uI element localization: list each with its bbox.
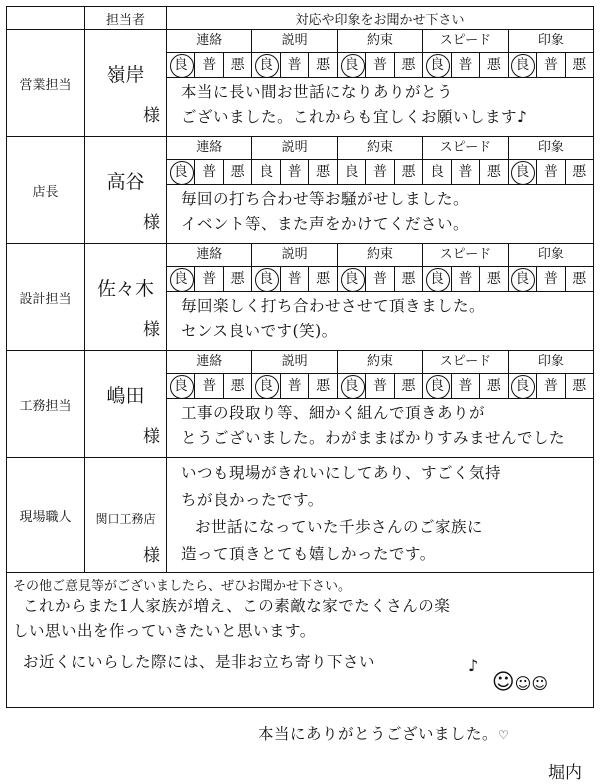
row-name: 嶺岸 <box>106 64 145 86</box>
grade-option: 良 <box>338 53 366 77</box>
table-row <box>7 137 594 244</box>
grade-option: 普 <box>195 160 223 184</box>
grade-option: 悪 <box>480 374 508 398</box>
table-row <box>7 244 594 351</box>
grade-option: 悪 <box>224 374 252 398</box>
category-label: 説明 <box>252 244 337 266</box>
comment <box>167 458 593 572</box>
category-label: 連絡 <box>167 351 252 373</box>
grade-option: 良 <box>167 160 195 184</box>
grade-option: 普 <box>537 267 565 291</box>
category-label: 連絡 <box>167 30 252 52</box>
grade-option: 悪 <box>572 271 587 287</box>
grade-option: 悪 <box>224 53 252 77</box>
survey-table <box>6 6 594 708</box>
grade-option: 普 <box>281 374 309 398</box>
signature: 堀内 <box>548 763 582 783</box>
grade-option: 悪 <box>395 374 423 398</box>
grade-option: 悪 <box>224 160 252 184</box>
grade-option: 普 <box>366 160 394 184</box>
grade-option: 悪 <box>480 267 508 291</box>
grade-option: 悪 <box>309 160 337 184</box>
grade-option: 普 <box>537 160 565 184</box>
row-role: 店長 <box>7 137 85 244</box>
grade-option: 普 <box>452 267 480 291</box>
grade-option: 普 <box>452 53 480 77</box>
table-row <box>7 458 594 573</box>
grade-option: 悪 <box>395 53 423 77</box>
row-name-cell <box>85 244 167 351</box>
grade-option: 普 <box>366 374 394 398</box>
evaluation-cell <box>167 30 594 137</box>
heart-icon: ♡ <box>498 728 510 742</box>
grade-option: 良 <box>338 160 366 184</box>
comment <box>167 78 593 136</box>
grade-option: 良 <box>423 160 451 184</box>
grade-row <box>167 374 593 399</box>
grade-option: 良 <box>423 267 451 291</box>
evaluation-cell <box>167 137 594 244</box>
thanks-text: 本当にありがとうございました。 <box>258 725 499 743</box>
row-name-cell <box>85 30 167 137</box>
comment-line: 毎回楽しく打ち合わせさせて頂きました。 <box>181 297 486 315</box>
grade-option: 普 <box>195 374 223 398</box>
other-line: しい思い出を作っていきたいと思います。 <box>13 622 316 640</box>
other-line: これからまた1人家族が増え、この素敵な家でたくさんの楽 <box>23 597 451 615</box>
comment-line: いつも現場がきれいにしてあり、すごく気持 <box>181 464 502 482</box>
row-name-cell <box>85 137 167 244</box>
survey-sheet <box>6 6 594 708</box>
grade-row <box>167 267 593 292</box>
other-title: その他ご意見等がございましたら、ぜひお聞かせ下さい。 <box>13 579 352 594</box>
grade-option: 良 <box>167 53 195 77</box>
grade-option: 普 <box>366 53 394 77</box>
comment-line: センス良いです(笑)。 <box>181 322 338 340</box>
grade-option: 良 <box>252 374 280 398</box>
category-row <box>167 244 593 267</box>
grade-option: 悪 <box>572 378 587 394</box>
grade-option: 良 <box>509 53 537 77</box>
category-label: 印象 <box>537 354 564 369</box>
grade-option: 良 <box>338 267 366 291</box>
evaluation-cell <box>167 244 594 351</box>
grade-option: 良 <box>423 374 451 398</box>
header-person: 担当者 <box>85 7 167 30</box>
comment-line: ございました。これからも宜しくお願いします♪ <box>181 108 528 126</box>
comment-line: 毎回の打ち合わせ等お騒がせしました。 <box>181 190 470 208</box>
table-row <box>7 30 594 137</box>
grade-option: 良 <box>509 160 537 184</box>
honorific: 様 <box>143 427 160 447</box>
evaluation-cell <box>167 458 594 573</box>
category-label: 印象 <box>537 247 564 262</box>
comment-line: ちが良かったです。 <box>181 491 324 509</box>
category-label: スピード <box>423 351 508 373</box>
row-role: 工務担当 <box>7 351 85 458</box>
category-label: 説明 <box>252 351 337 373</box>
comment-line: イベント等、また声をかけてください。 <box>181 215 470 233</box>
thanks-message <box>258 722 509 744</box>
row-role: 設計担当 <box>7 244 85 351</box>
grade-option: 良 <box>167 267 195 291</box>
grade-option: 良 <box>338 374 366 398</box>
category-label: スピード <box>423 244 508 266</box>
grade-option: 良 <box>252 267 280 291</box>
category-row <box>167 137 593 160</box>
category-label: 約束 <box>338 30 423 52</box>
header-blank <box>7 7 85 30</box>
grade-option: 普 <box>452 160 480 184</box>
grade-option: 良 <box>167 374 195 398</box>
grade-option: 悪 <box>224 267 252 291</box>
grade-option: 普 <box>281 267 309 291</box>
comment-line: お世話になっていた千歩さんのご家族に <box>195 518 484 536</box>
grade-option: 普 <box>195 267 223 291</box>
category-label: 連絡 <box>167 137 252 159</box>
category-label: 説明 <box>252 30 337 52</box>
category-label: 印象 <box>537 140 564 155</box>
comment-line: 本当に長い間お世話になりありがとう <box>181 83 454 101</box>
header-request: 対応や印象をお聞かせ下さい <box>167 7 594 30</box>
grade-option: 良 <box>509 267 537 291</box>
grade-option: 良 <box>509 374 537 398</box>
category-label: 約束 <box>338 137 423 159</box>
smiley-faces-icon: ☺☺☺ <box>491 670 548 695</box>
grade-row <box>167 160 593 185</box>
row-name: 佐々木 <box>96 278 154 300</box>
row-role: 営業担当 <box>7 30 85 137</box>
honorific: 様 <box>143 213 160 233</box>
grade-option: 普 <box>537 374 565 398</box>
category-row <box>167 30 593 53</box>
grade-option: 悪 <box>572 57 587 73</box>
comment-line: 工事の段取り等、細かく組んで頂きありが <box>181 404 486 422</box>
category-label: スピード <box>423 137 508 159</box>
row-name-cell <box>85 458 167 573</box>
grade-option: 普 <box>366 267 394 291</box>
grade-option: 普 <box>537 53 565 77</box>
grade-option: 悪 <box>395 267 423 291</box>
grade-option: 悪 <box>395 160 423 184</box>
grade-option: 普 <box>195 53 223 77</box>
category-label: 印象 <box>537 33 564 48</box>
honorific: 様 <box>143 106 160 126</box>
comment <box>167 292 593 350</box>
music-note-icon: ♪ <box>468 656 479 675</box>
category-label: 約束 <box>338 244 423 266</box>
row-role: 現場職人 <box>7 458 85 573</box>
grade-option: 普 <box>452 374 480 398</box>
grade-option: 悪 <box>480 160 508 184</box>
row-name: 関口工務店 <box>95 512 156 526</box>
category-label: 約束 <box>338 351 423 373</box>
category-label: スピード <box>423 30 508 52</box>
table-row <box>7 351 594 458</box>
grade-option: 良 <box>252 53 280 77</box>
grade-option: 悪 <box>309 267 337 291</box>
grade-option: 悪 <box>309 374 337 398</box>
grade-option: 普 <box>281 160 309 184</box>
grade-option: 良 <box>252 160 280 184</box>
comment <box>167 399 593 457</box>
grade-option: 悪 <box>572 164 587 180</box>
comment-line: とうございました。わがままばかりすみませんでした <box>181 429 566 447</box>
grade-option: 悪 <box>480 53 508 77</box>
grade-option: 普 <box>281 53 309 77</box>
category-label: 連絡 <box>167 244 252 266</box>
comment <box>167 185 593 243</box>
category-row <box>167 351 593 374</box>
row-name: 高谷 <box>106 171 145 193</box>
grade-row <box>167 53 593 78</box>
grade-option: 良 <box>423 53 451 77</box>
honorific: 様 <box>143 320 160 340</box>
row-name: 嶋田 <box>106 385 145 407</box>
grade-option: 悪 <box>309 53 337 77</box>
honorific: 様 <box>143 546 160 566</box>
comment-line: 造って頂きとても嬉しかったです。 <box>181 545 436 563</box>
row-name-cell <box>85 351 167 458</box>
category-label: 説明 <box>252 137 337 159</box>
other-line: お近くにいらした際には、是非お立ち寄り下さい <box>23 653 376 671</box>
evaluation-cell <box>167 351 594 458</box>
